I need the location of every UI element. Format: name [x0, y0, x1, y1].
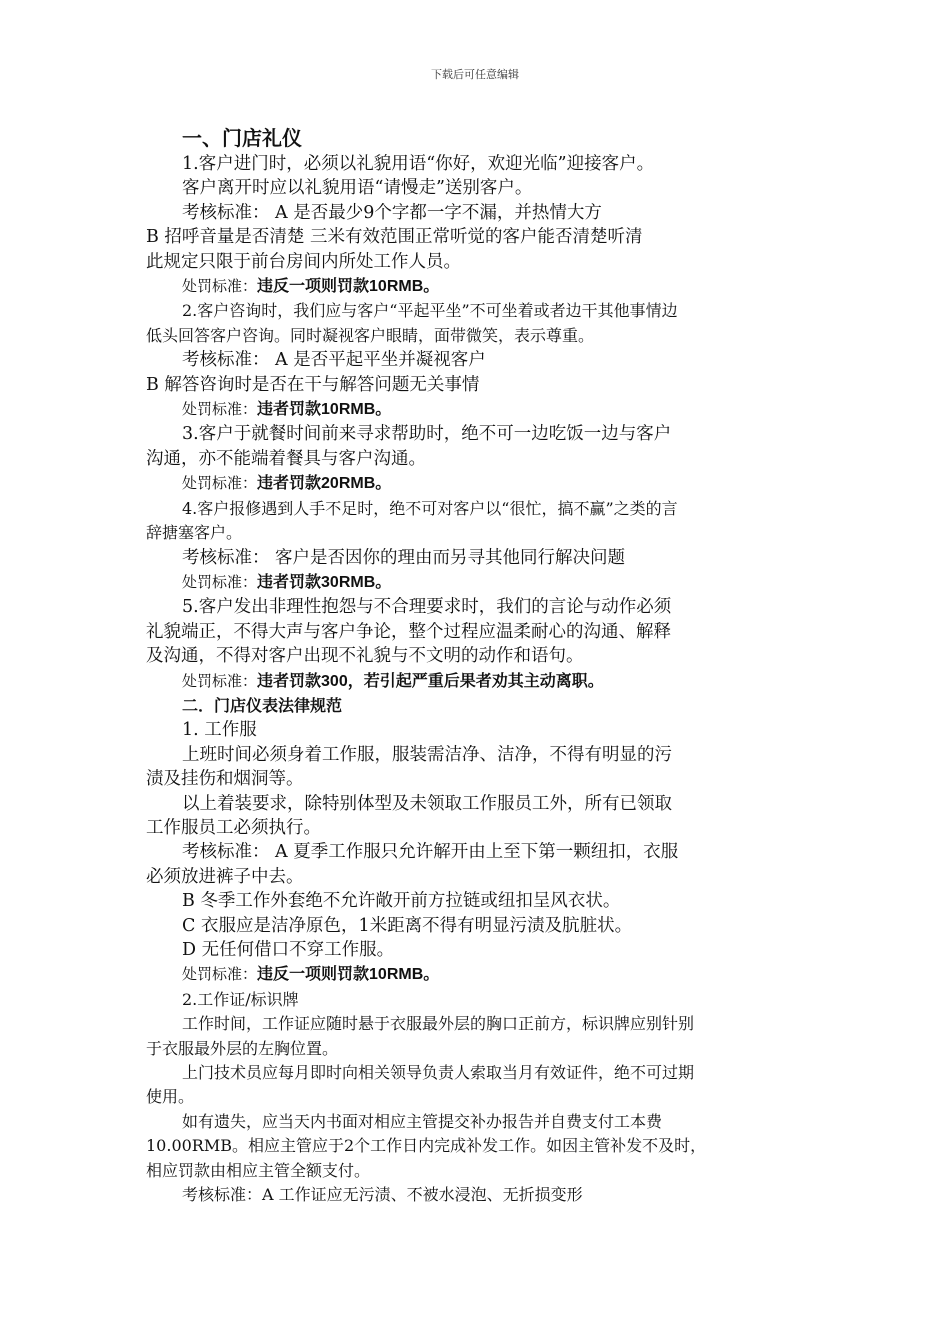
penalty-label: 处罚标准： — [182, 671, 258, 690]
text-line: 渍及挂伤和烟洞等。 — [146, 769, 304, 790]
text-line: 以上着装要求，除特别体型及未领取工作服员工外，所有已领取 — [182, 793, 672, 814]
text-line: 及沟通，不得对客户出现不礼貌与不文明的动作和语句。 — [146, 646, 584, 667]
text-line: 礼貌端正，不得大声与客户争论，整个过程应温柔耐心的沟通、解释 — [146, 621, 671, 642]
text-line: 相应罚款由相应主管全额支付。 — [146, 1160, 371, 1180]
text-line: 工作时间，工作证应随时悬于衣服最外层的胸口正前方，标识牌应别针别 — [182, 1014, 695, 1034]
penalty-label: 处罚标准： — [182, 400, 258, 419]
text-line: 2.客户咨询时，我们应与客户“平起平坐”不可坐着或者边干其他事情边 — [182, 301, 678, 321]
text-line: C 衣服应是洁净原色，1米距离不得有明显污渍及肮脏状。 — [182, 915, 633, 936]
penalty-line — [146, 397, 802, 422]
text-line: 考核标准： A 夏季工作服只允许解开由上至下第一颗纽扣，衣服 — [182, 842, 679, 863]
text-line: B 冬季工作外套绝不允许敞开前方拉链或纽扣呈风衣状。 — [182, 891, 621, 912]
penalty-label: 处罚标准： — [182, 965, 258, 984]
text-line: D 无任何借口不穿工作服。 — [182, 940, 395, 960]
text-line: 于衣服最外层的左胸位置。 — [146, 1038, 339, 1058]
text-line: 低头回答客户咨询。同时凝视客户眼睛，面带微笑，表示尊重。 — [146, 325, 595, 345]
penalty-label: 处罚标准： — [182, 572, 258, 591]
penalty-line — [146, 570, 802, 595]
text-line: 4.客户报修遇到人手不足时，绝不可对客户以“很忙，搞不赢”之类的言 — [182, 498, 678, 518]
text-line: 此规定只限于前台房间内所处工作人员。 — [146, 251, 461, 272]
section-heading: 一、门店礼仪 — [182, 126, 302, 150]
penalty-text: 违反一项则罚款10RMB。 — [257, 966, 440, 984]
penalty-line — [146, 669, 802, 694]
text-line: B 解答咨询时是否在干与解答问题无关事情 — [146, 374, 480, 395]
text-line: 考核标准：A 工作证应无污渍、不被水浸泡、无折损变形 — [182, 1185, 583, 1205]
document-body — [146, 124, 802, 1207]
text-line: 10.00RMB。相应主管应于2个工作日内完成补发工作。如因主管补发不及时， — [146, 1136, 707, 1156]
text-line: B 招呼音量是否清楚 三米有效范围正常听觉的客户能否清楚听清 — [146, 227, 643, 248]
text-line: 考核标准： A 是否最少9个字都一字不漏，并热情大方 — [182, 202, 602, 223]
penalty-text: 违者罚款30RMB。 — [257, 573, 392, 591]
penalty-label: 处罚标准： — [182, 474, 258, 493]
penalty-text: 违者罚款300，若引起严重后果者劝其主动离职。 — [257, 672, 604, 690]
penalty-line — [146, 274, 802, 299]
text-line: 客户离开时应以礼貌用语“请慢走”送别客户。 — [182, 178, 533, 199]
text-line: 5.客户发出非理性抱怨与不合理要求时，我们的言论与动作必须 — [182, 597, 672, 618]
text-line: 工作服员工必须执行。 — [146, 817, 321, 838]
text-line: 上班时间必须身着工作服，服装需洁净、洁净，不得有明显的污 — [182, 744, 672, 765]
text-line: 考核标准： 客户是否因你的理由而另寻其他同行解决问题 — [182, 547, 626, 568]
penalty-text: 违者罚款10RMB。 — [257, 401, 392, 419]
text-line: 必须放进裤子中去。 — [146, 866, 304, 887]
text-line: 考核标准： A 是否平起平坐并凝视客户 — [182, 350, 486, 371]
text-line: 3.客户于就餐时间前来寻求帮助时，绝不可一边吃饭一边与客户 — [182, 424, 672, 445]
penalty-text: 违者罚款20RMB。 — [257, 475, 392, 493]
text-line: 上门技术员应每月即时向相关领导负责人索取当月有效证件，绝不可过期 — [182, 1063, 695, 1083]
text-line: 2.工作证/标识牌 — [182, 989, 299, 1009]
penalty-text: 违反一项则罚款10RMB。 — [257, 278, 440, 296]
page-header: 下载后可任意编辑 — [431, 68, 519, 81]
text-line: 如有遗失，应当天内书面对相应主管提交补办报告并自费支付工本费 — [182, 1111, 663, 1131]
text-line: 沟通，亦不能端着餐具与客户沟通。 — [146, 448, 426, 469]
penalty-label: 处罚标准： — [182, 277, 258, 296]
section-heading: 二．门店仪表法律规范 — [182, 695, 343, 715]
text-line: 1. 工作服 — [182, 720, 257, 741]
penalty-line — [146, 962, 802, 987]
text-line: 使用。 — [146, 1087, 195, 1107]
text-line: 辞搪塞客户。 — [146, 523, 243, 543]
text-line: 1.客户进门时，必须以礼貌用语“你好，欢迎光临”迎接客户。 — [182, 154, 655, 174]
penalty-line — [146, 471, 802, 496]
